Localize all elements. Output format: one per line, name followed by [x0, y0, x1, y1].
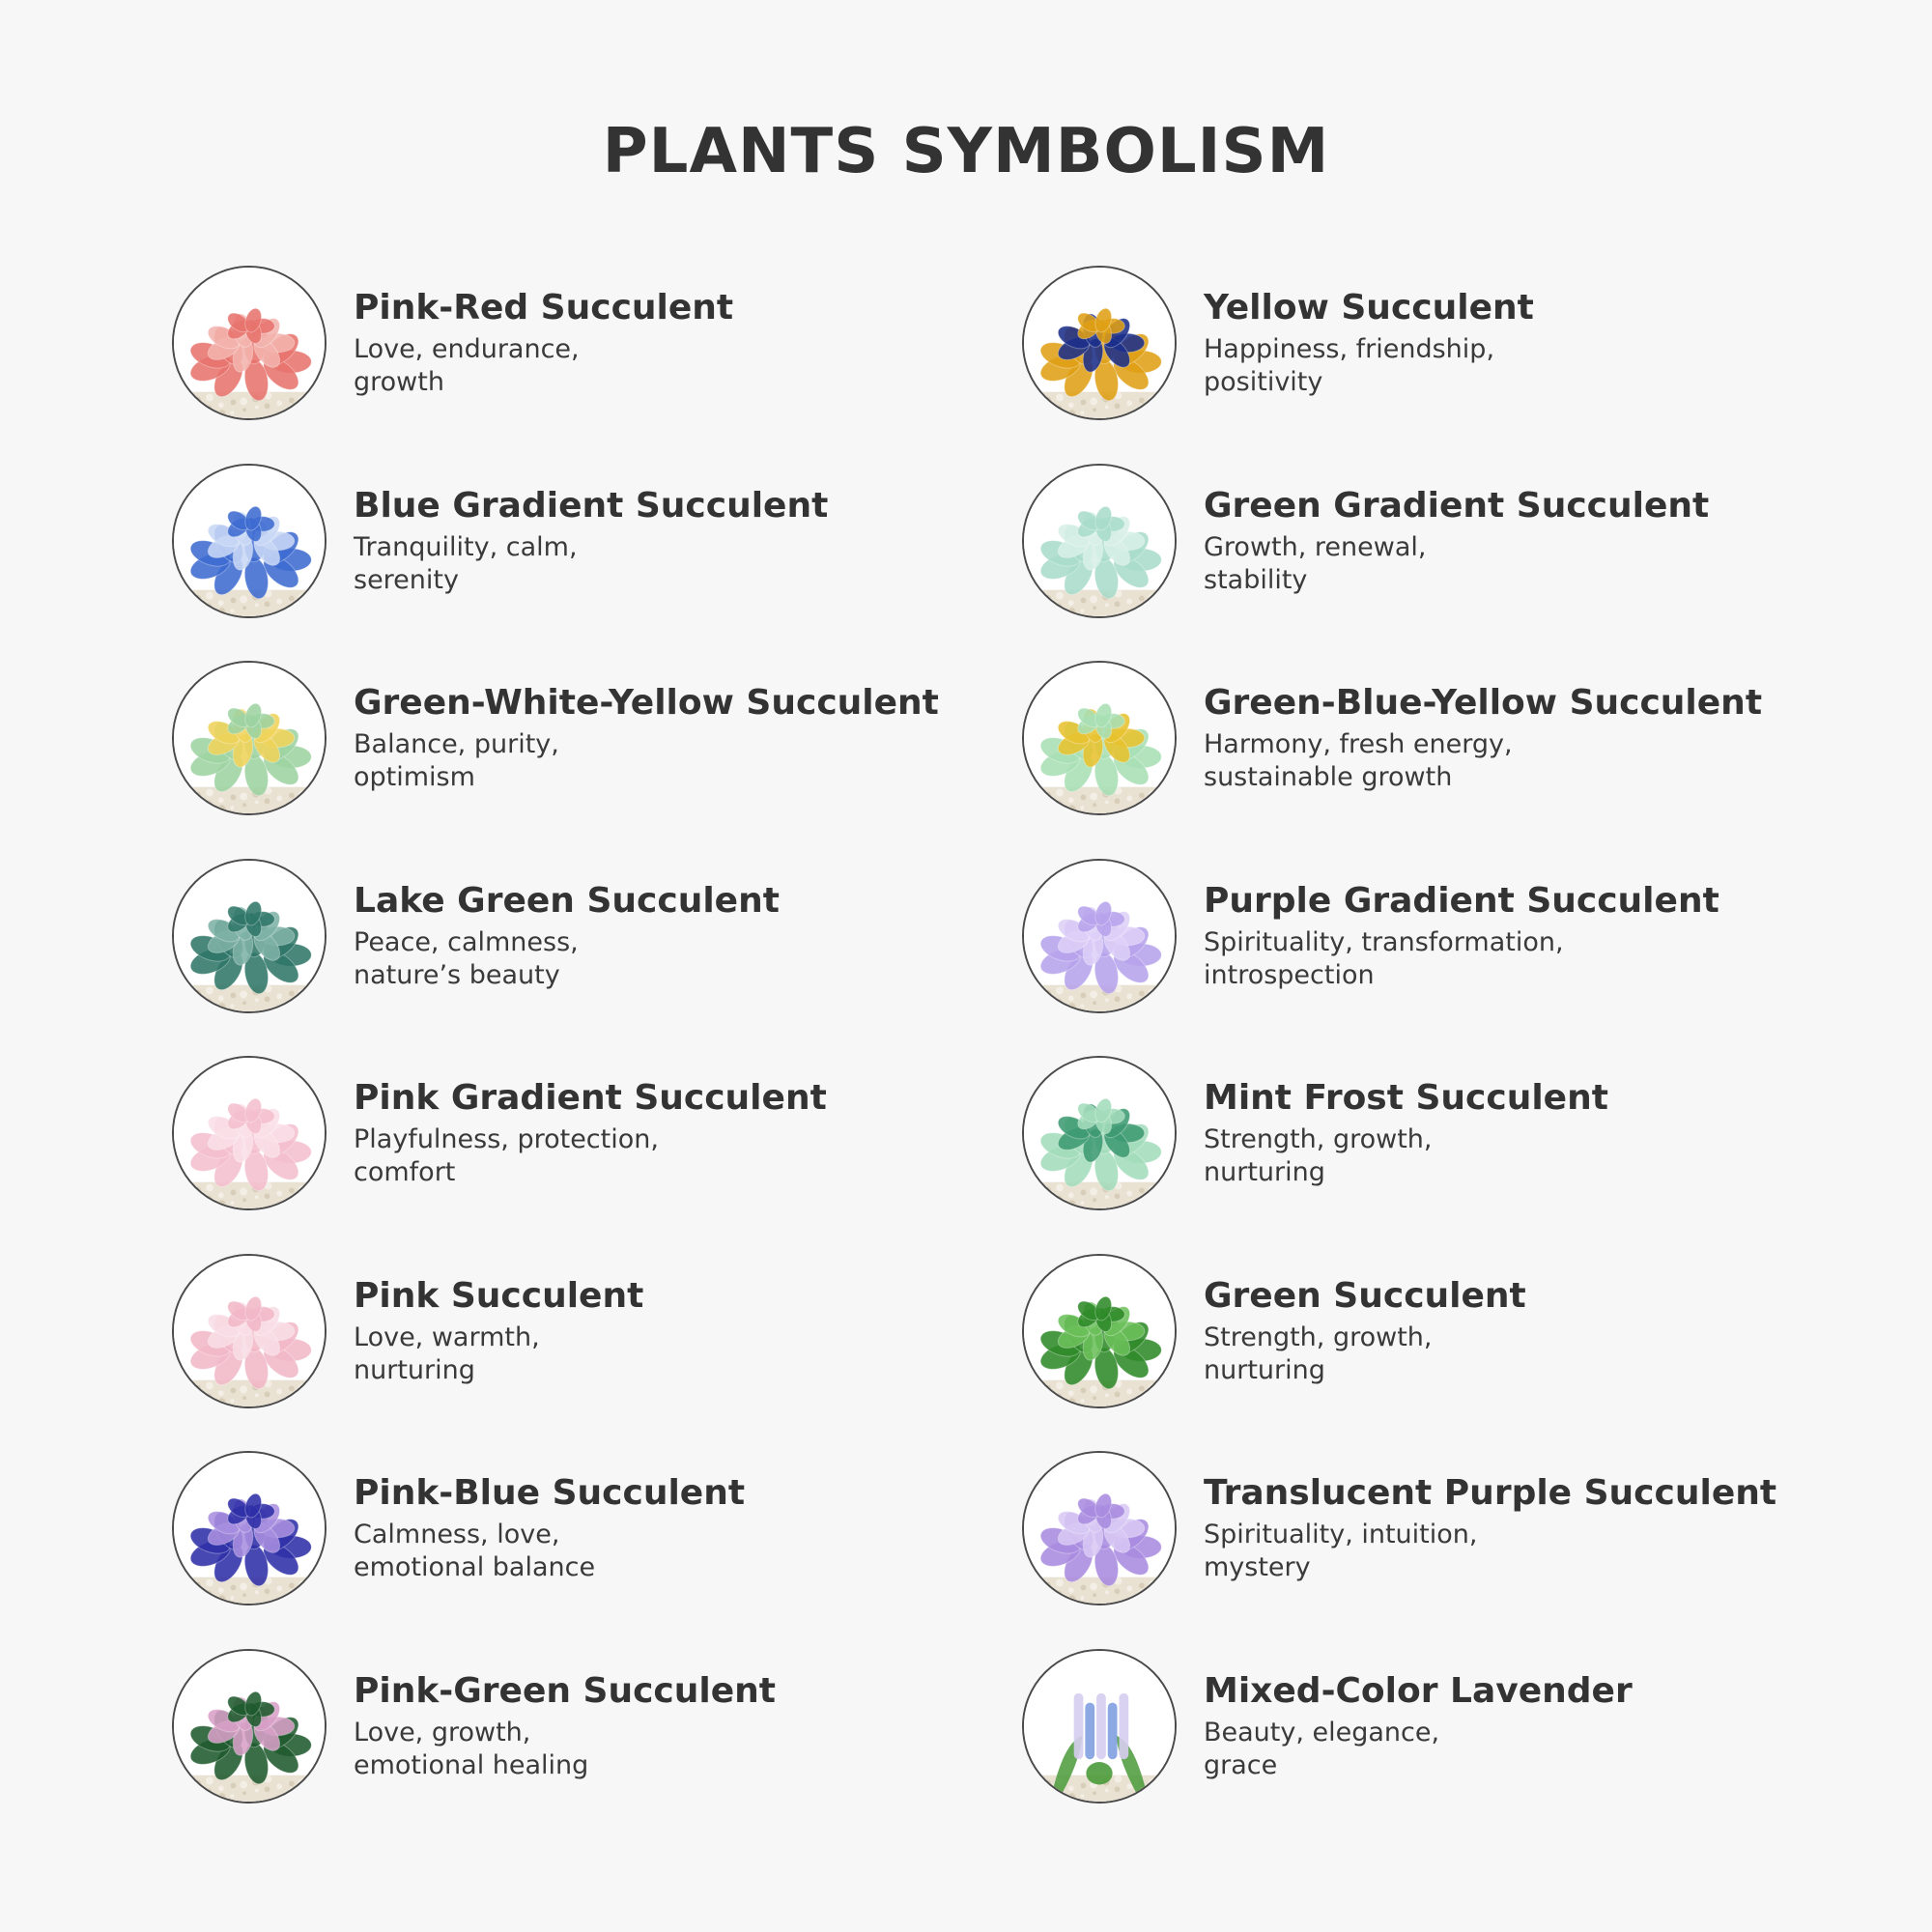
plant-name: Pink-Green Succulent [354, 1670, 776, 1711]
plant-item [1022, 1254, 1795, 1418]
plant-item [172, 464, 945, 628]
plant-meaning-line-1: Happiness, friendship, [1204, 334, 1495, 364]
plant-name: Pink Gradient Succulent [354, 1078, 827, 1118]
plant-item [1022, 661, 1795, 825]
plant-text [354, 682, 939, 794]
plant-meaning-line-1: Tranquility, calm, [354, 531, 578, 562]
plant-name: Translucent Purple Succulent [1204, 1473, 1777, 1513]
plant-item [1022, 464, 1795, 628]
plant-item [1022, 859, 1795, 1023]
green-gradient-succulent-icon [1022, 464, 1177, 618]
translucent-purple-succulent-icon [1022, 1451, 1177, 1605]
plant-text [354, 1670, 776, 1782]
plant-name: Pink-Red Succulent [354, 288, 734, 327]
plant-item [1022, 1649, 1795, 1813]
plant-name: Green Succulent [1204, 1275, 1526, 1316]
plant-meaning-line-2: positivity [1204, 367, 1323, 397]
plant-text [1204, 1472, 1776, 1584]
plant-meaning-line-2: sustainable growth [1204, 762, 1453, 792]
plant-name: Mint Frost Succulent [1204, 1078, 1608, 1118]
plant-meaning-line-2: nature’s beauty [354, 959, 560, 990]
plant-meaning-line-1: Strength, growth, [1204, 1124, 1433, 1154]
mixed-color-lavender-icon [1022, 1649, 1177, 1804]
plant-meaning-line-2: emotional healing [354, 1749, 589, 1780]
plant-meaning-line-2: serenity [354, 564, 459, 595]
plant-name: Mixed-Color Lavender [1204, 1670, 1633, 1711]
plant-text [354, 880, 780, 992]
plant-item [1022, 266, 1795, 430]
plant-meaning-line-1: Harmony, fresh energy, [1204, 729, 1513, 759]
plant-text [1204, 682, 1762, 794]
plant-meaning-line-2: nurturing [1204, 1354, 1325, 1385]
plant-text [1204, 1275, 1526, 1387]
plant-item [172, 1254, 945, 1418]
plant-meaning-line-1: Love, growth, [354, 1717, 531, 1747]
plant-item [172, 1451, 945, 1615]
mint-frost-succulent-icon [1022, 1056, 1177, 1210]
plant-meaning-line-1: Growth, renewal, [1204, 531, 1427, 562]
plant-meaning-line-2: comfort [354, 1157, 456, 1187]
plant-name: Pink Succulent [354, 1275, 644, 1316]
plant-meaning-line-2: emotional balance [354, 1552, 596, 1582]
plant-meaning-line-1: Calmness, love, [354, 1520, 560, 1549]
plant-name: Purple Gradient Succulent [1204, 880, 1719, 921]
plant-text [1204, 1670, 1633, 1782]
plant-meaning-line-2: growth [354, 367, 444, 397]
plant-meaning-line-1: Strength, growth, [1204, 1321, 1433, 1352]
plant-item [172, 266, 945, 430]
plant-item [172, 661, 945, 825]
plant-meaning-line-2: grace [1204, 1749, 1278, 1780]
plant-item [172, 1056, 945, 1220]
green-white-yellow-succulent-icon [172, 661, 327, 815]
plant-name: Green-Blue-Yellow Succulent [1204, 683, 1763, 723]
plant-meaning-line-1: Playfulness, protection, [354, 1124, 659, 1154]
plant-text [354, 1472, 745, 1584]
plant-text [1204, 287, 1534, 399]
green-succulent-icon [1022, 1254, 1177, 1408]
page-title: PLANTS SYMBOLISM [602, 116, 1330, 187]
plant-meaning-line-1: Balance, purity, [354, 729, 559, 759]
plant-meaning-line-2: nurturing [354, 1354, 475, 1385]
lake-green-succulent-icon [172, 859, 327, 1013]
plant-item [172, 1649, 945, 1813]
plant-name: Green Gradient Succulent [1204, 485, 1710, 526]
pink-gradient-succulent-icon [172, 1056, 327, 1210]
plant-text [1204, 1077, 1608, 1189]
plant-meaning-line-1: Love, endurance, [354, 334, 580, 364]
plant-name: Pink-Blue Succulent [354, 1473, 746, 1513]
plant-meaning-line-1: Love, warmth, [354, 1321, 540, 1352]
yellow-succulent-icon [1022, 266, 1177, 420]
plant-meaning-line-2: introspection [1204, 959, 1375, 990]
plant-text [354, 287, 733, 399]
plant-text [354, 485, 828, 597]
plant-text [1204, 485, 1709, 597]
plant-text [354, 1077, 827, 1189]
blue-gradient-succulent-icon [172, 464, 327, 618]
plant-meaning-line-1: Peace, calmness, [354, 926, 579, 957]
pink-red-succulent-icon [172, 266, 327, 420]
plant-name: Lake Green Succulent [354, 880, 780, 921]
plant-item [1022, 1056, 1795, 1220]
pink-blue-succulent-icon [172, 1451, 327, 1605]
plant-meaning-line-1: Beauty, elegance, [1204, 1717, 1440, 1747]
green-blue-yellow-succulent-icon [1022, 661, 1177, 815]
plant-name: Yellow Succulent [1204, 288, 1534, 327]
plant-meaning-line-2: mystery [1204, 1552, 1311, 1582]
plant-text [354, 1275, 643, 1387]
plant-meaning-line-1: Spirituality, intuition, [1204, 1520, 1478, 1549]
plant-text [1204, 880, 1719, 992]
plant-name: Green-White-Yellow Succulent [354, 683, 939, 723]
plant-item [172, 859, 945, 1023]
plant-meaning-line-1: Spirituality, transformation, [1204, 926, 1564, 957]
plant-meaning-line-2: stability [1204, 564, 1308, 595]
plant-name: Blue Gradient Succulent [354, 485, 829, 526]
plant-meaning-line-2: optimism [354, 762, 475, 792]
plant-item [1022, 1451, 1795, 1615]
pink-succulent-icon [172, 1254, 327, 1408]
purple-gradient-succulent-icon [1022, 859, 1177, 1013]
plant-meaning-line-2: nurturing [1204, 1157, 1325, 1187]
pink-green-succulent-icon [172, 1649, 327, 1804]
